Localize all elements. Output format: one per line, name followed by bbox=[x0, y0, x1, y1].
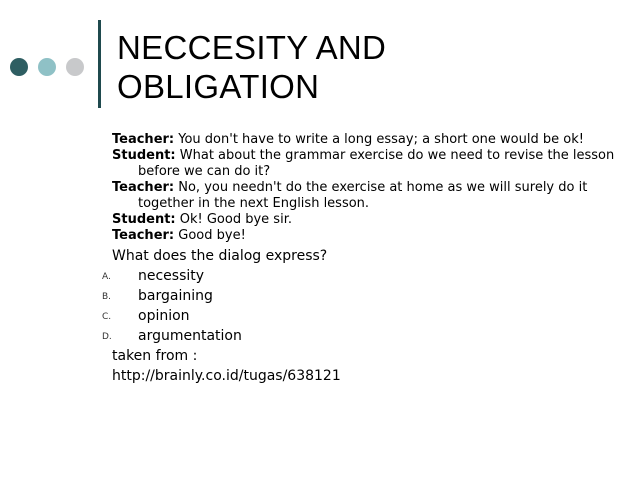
question-text: What does the dialog express? bbox=[112, 248, 328, 264]
answer-option bbox=[102, 286, 617, 306]
slide-content bbox=[102, 132, 617, 386]
speaker-label: Teacher: bbox=[112, 228, 175, 243]
source-label: taken from : bbox=[112, 348, 198, 364]
option-text: bargaining bbox=[138, 288, 213, 304]
option-text: argumentation bbox=[138, 328, 242, 344]
title-accent-bar bbox=[98, 20, 101, 108]
dialog-block bbox=[112, 132, 617, 244]
title-line-1: NECCESITY AND bbox=[117, 29, 387, 66]
dialog-text: You don't have to write a long essay; a short one would be ok! bbox=[174, 132, 584, 147]
speaker-label: Teacher: bbox=[112, 180, 175, 195]
gray-dot-icon bbox=[66, 58, 84, 76]
dialog-text: Ok! Good bye sir. bbox=[175, 212, 292, 227]
light-teal-dot-icon bbox=[38, 58, 56, 76]
slide-title bbox=[117, 28, 386, 106]
speaker-label: Teacher: bbox=[112, 132, 175, 147]
dialog-text: No, you needn't do the exercise at home as we will surely do it together in the next English lesson. bbox=[138, 180, 588, 211]
option-letter: B. bbox=[102, 292, 112, 302]
dark-teal-dot-icon bbox=[10, 58, 28, 76]
speaker-label: Student: bbox=[112, 212, 176, 227]
answer-option bbox=[102, 306, 617, 326]
dialog-text: Good bye! bbox=[174, 228, 246, 243]
title-line-2: OBLIGATION bbox=[117, 68, 320, 105]
answer-option bbox=[102, 326, 617, 346]
dialog-line bbox=[112, 148, 617, 180]
source-url: http://brainly.co.id/tugas/638121 bbox=[112, 368, 341, 384]
dialog-line bbox=[112, 180, 617, 212]
dialog-line bbox=[112, 228, 617, 244]
option-letter: A. bbox=[102, 272, 111, 282]
answer-options bbox=[102, 266, 617, 346]
speaker-label: Student: bbox=[112, 148, 176, 163]
dialog-line bbox=[112, 212, 617, 228]
option-letter: C. bbox=[102, 312, 112, 322]
option-letter: D. bbox=[102, 332, 112, 342]
dialog-text: What about the grammar exercise do we need to revise the lesson before we can do it? bbox=[138, 148, 615, 179]
answer-option bbox=[102, 266, 617, 286]
option-text: opinion bbox=[138, 308, 190, 324]
option-text: necessity bbox=[138, 268, 205, 284]
dialog-line bbox=[112, 132, 617, 148]
